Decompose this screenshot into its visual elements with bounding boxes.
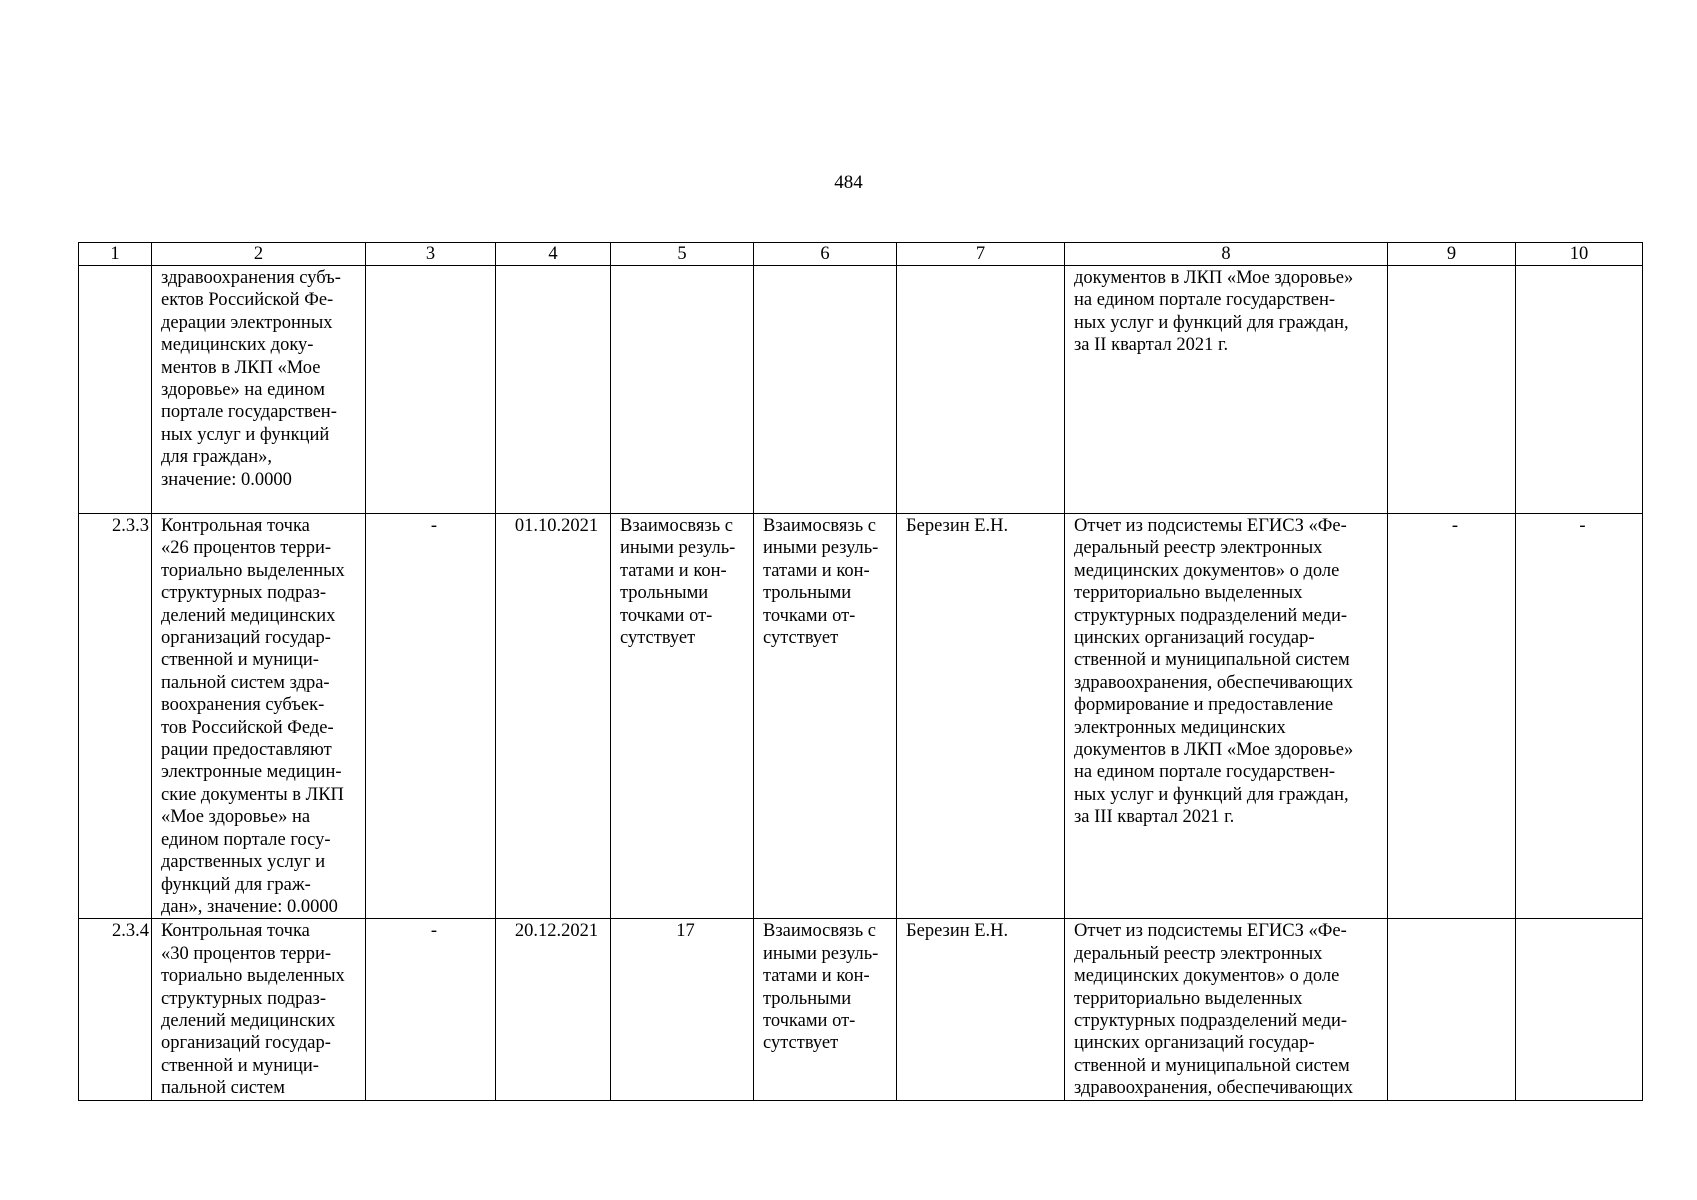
relationship-cell: Взаимосвязь с иными резуль- татами и кон- трольными точками от- сутствует	[754, 919, 897, 1100]
table-cell: -	[366, 514, 496, 919]
column-header-10: 10	[1516, 243, 1643, 266]
date-cell	[496, 266, 611, 514]
control-point-cell: Контрольная точка «26 процентов терри- ториально выделенных структурных подраз- делений медицинских организаций государ- ственной и муници- пальной систем здра- воохранения субъек- тов Российской Феде- рации предоставляют электронные медицин- ские документы в ЛКП «Мое здоровье» на едином портале госу- дарственных услуг и функций для граж- дан», значение: 0.0000	[152, 514, 366, 919]
table-row	[79, 919, 1643, 1100]
row-number-cell	[79, 266, 152, 514]
document-table	[78, 242, 1643, 1101]
report-cell: Отчет из подсистемы ЕГИСЗ «Фе- деральный реестр электронных медицинских документов» о доле территориально выделенных структурных подразделений меди- цинских организаций государ- ственной и муниципальной систем здравоохранения, обеспечивающих формирование и предоставление электронных медицинских документов в ЛКП «Мое здоровье» на едином портале государствен- ных услуг и функций для граждан, за III квартал 2021 г.	[1065, 514, 1388, 919]
control-point-cell: здравоохранения субъ- ектов Российской Фе- дерации электронных медицинских доку- ментов в ЛКП «Мое здоровье» на едином портале государствен- ных услуг и функций для граждан», значение: 0.0000	[152, 266, 366, 514]
table-cell	[754, 266, 897, 514]
table-cell	[1516, 266, 1643, 514]
report-cell: Отчет из подсистемы ЕГИСЗ «Фе- деральный реестр электронных медицинских документов» о доле территориально выделенных структурных подразделений меди- цинских организаций государ- ственной и муниципальной систем здравоохранения, обеспечивающих	[1065, 919, 1388, 1100]
table-cell	[611, 266, 754, 514]
column-header-7: 7	[897, 243, 1065, 266]
table-cell: -	[1516, 514, 1643, 919]
table-header-row	[79, 243, 1643, 266]
responsible-cell: Березин Е.Н.	[897, 514, 1065, 919]
table-cell	[1388, 919, 1516, 1100]
column-header-4: 4	[496, 243, 611, 266]
table-cell	[1516, 919, 1643, 1100]
responsible-cell: Березин Е.Н.	[897, 919, 1065, 1100]
column-header-5: 5	[611, 243, 754, 266]
responsible-cell	[897, 266, 1065, 514]
relationship-cell: Взаимосвязь с иными резуль- татами и кон- трольными точками от- сутствует	[754, 514, 897, 919]
table-cell: 17	[611, 919, 754, 1100]
table-cell	[1388, 266, 1516, 514]
column-header-1: 1	[79, 243, 152, 266]
control-point-cell: Контрольная точка «30 процентов терри- ториально выделенных структурных подраз- делений медицинских организаций государ- ственной и муници- пальной систем	[152, 919, 366, 1100]
row-number-cell: 2.3.3	[79, 514, 152, 919]
row-number-cell: 2.3.4	[79, 919, 152, 1100]
table-cell	[366, 266, 496, 514]
table-cell: -	[1388, 514, 1516, 919]
table-row	[79, 514, 1643, 919]
column-header-9: 9	[1388, 243, 1516, 266]
table-cell: -	[366, 919, 496, 1100]
table-row	[79, 266, 1643, 514]
column-header-6: 6	[754, 243, 897, 266]
date-cell: 01.10.2021	[496, 514, 611, 919]
column-header-8: 8	[1065, 243, 1388, 266]
relationship-cell: Взаимосвязь с иными резуль- татами и кон- трольными точками от- сутствует	[611, 514, 754, 919]
report-cell: документов в ЛКП «Мое здоровье» на едином портале государствен- ных услуг и функций для граждан, за II квартал 2021 г.	[1065, 266, 1388, 514]
column-header-2: 2	[152, 243, 366, 266]
page-number: 484	[834, 172, 863, 193]
column-header-3: 3	[366, 243, 496, 266]
date-cell: 20.12.2021	[496, 919, 611, 1100]
